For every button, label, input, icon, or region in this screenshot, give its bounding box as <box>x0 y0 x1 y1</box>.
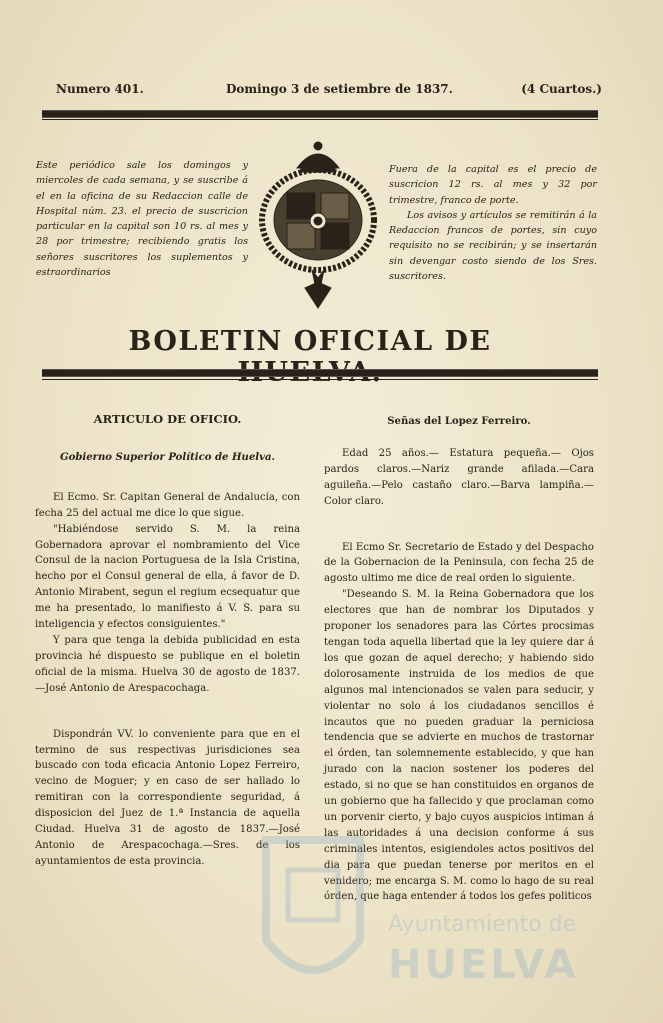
article-heading: ARTICULO DE OFICIO. <box>93 412 242 426</box>
subscription-info-right <box>389 162 597 284</box>
left-paragraph-1: El Ecmo. Sr. Capitan General de Andalucía, con fecha 25 del actual me dice lo que sigue. <box>35 491 300 519</box>
masthead-info-row <box>40 82 610 102</box>
royal-coat-of-arms-icon <box>257 138 379 310</box>
masthead-top-thin-rule <box>42 119 598 120</box>
description-heading: Señas del Lopez Ferreiro. <box>387 416 531 427</box>
newspaper-title: BOLETIN OFICIAL DE <box>128 326 492 357</box>
left-column <box>35 412 300 870</box>
right-paragraph-2: El Ecmo Sr. Secretario de Estado y del Despacho de la Gobernacion de la Peninsula, con fecha 25 de agosto ultimo me dice de real orden lo siguiente. <box>324 541 594 585</box>
subscription-info-left: Este periódico sale los domingos y miercoles de cada semana, y se suscribe á el en la oficina de su Redaccion calle de Hospital núm. 23. el precio de suscricion particular en la capital son 10 rs. al mes y 28 por trimestre; recibiendo gratis los señores suscritores los suplementos y estraordinarios <box>36 160 248 279</box>
spacer <box>324 510 594 540</box>
left-paragraph-3: Y para que tenga la debida publicidad en esta provincia hé dispuesto se publique en el boletin oficial de la misma. Huelva 30 de agosto de 1837. —José Antonio de Arespacochaga. <box>35 634 300 694</box>
title-bottom-thin-rule <box>42 379 598 380</box>
article-subheading: Gobierno Superior Político de Huelva. <box>59 451 276 463</box>
title-bottom-rule <box>42 369 598 377</box>
masthead-top-rule <box>42 110 598 118</box>
watermark-line-2: HUELVA <box>388 942 579 988</box>
watermark-line-1: Ayuntamiento de <box>388 912 577 937</box>
outside-capital-price: Fuera de la capital es el precio de suscricion 12 rs. al mes y 32 por trimestre, franco de porte. <box>389 164 597 206</box>
spacer <box>35 697 300 727</box>
notices-policy: Los avisos y artículos se remitirán á la Redaccion francos de portes, sin cuyo requisito no se recibirán; y se insertarán sin devengar costo siendo de los Sres. suscritores. <box>389 209 597 283</box>
archive-watermark <box>258 830 598 1010</box>
issue-date: Domingo 3 de setiembre de 1837. <box>226 82 453 96</box>
issue-number: Numero 401. <box>56 82 144 96</box>
city-shield-icon <box>258 830 368 1000</box>
left-paragraph-2: "Habiéndose servido S. M. la reina Gobernadora aprovar el nombramiento del Vice Consul de la nacion Portuguesa de la Isla Cristina, hecho por el Consul general de ella, á favor de D. Antonio Mirabent, segun el regium ecsequatur que me ha presentado, lo manifiesto á V. S. para su inteligencia y efectos consiguientes." <box>35 523 300 631</box>
issue-price: (4 Cuartos.) <box>521 82 602 96</box>
left-paragraph-4: Dispondrán VV. lo conveniente para que en el termino de sus respectivas jurisdiciones sea buscado con toda eficacia Antonio Lopez Ferreiro, vecino de Moguer; y en caso de ser hallado lo remitiran con la correspondiente seguridad, á disposicion del Juez de 1.ª Instancia de aquella Ciudad. Huelva 31 de agosto de 1837.—José Antonio de Arespacochaga.—Sres. de los ayuntamientos de esta provincia. <box>35 728 300 867</box>
right-paragraph-3: "Deseando S. M. la Reina Gobernadora que los electores que han de nombrar los Diputados y proponer los senadores para las Córtes procsimas tengan toda aquella libertad que la ley quiere dar á los que gozan de aquel derecho; y habiendo sido dolorosamente instruida de los medios de que algunos mal intencionados se valen para seducir, y violentar no solo á los ciudadanos sencillos é incautos que no pueden graduar la perniciosa tendencia que se advierte en muchos de trastornar el órden, tan solemnemente establecido, y que han jurado con la nacion sostener los poderes del estado, si no que se han constituidos en organos de un gobierno que ha fallecido y que proclaman como un porvenir cierto, y bajo cuyos auspicios intiman á las autoridades á una decision conforme á sus criminales intentos, esigiendoles actos positivos del dia para que puedan tenerse por meritos en el venidero; me encarga S. M. como lo hago de su real órden, que haga entender á todos los gefes politicos <box>324 589 594 903</box>
right-paragraph-1: Edad 25 años.— Estatura pequeña.— Ojos pardos claros.—Nariz grande afilada.—Cara aguileña.—Pelo castaño claro.—Barva lampiña.—Color claro. <box>324 447 594 507</box>
